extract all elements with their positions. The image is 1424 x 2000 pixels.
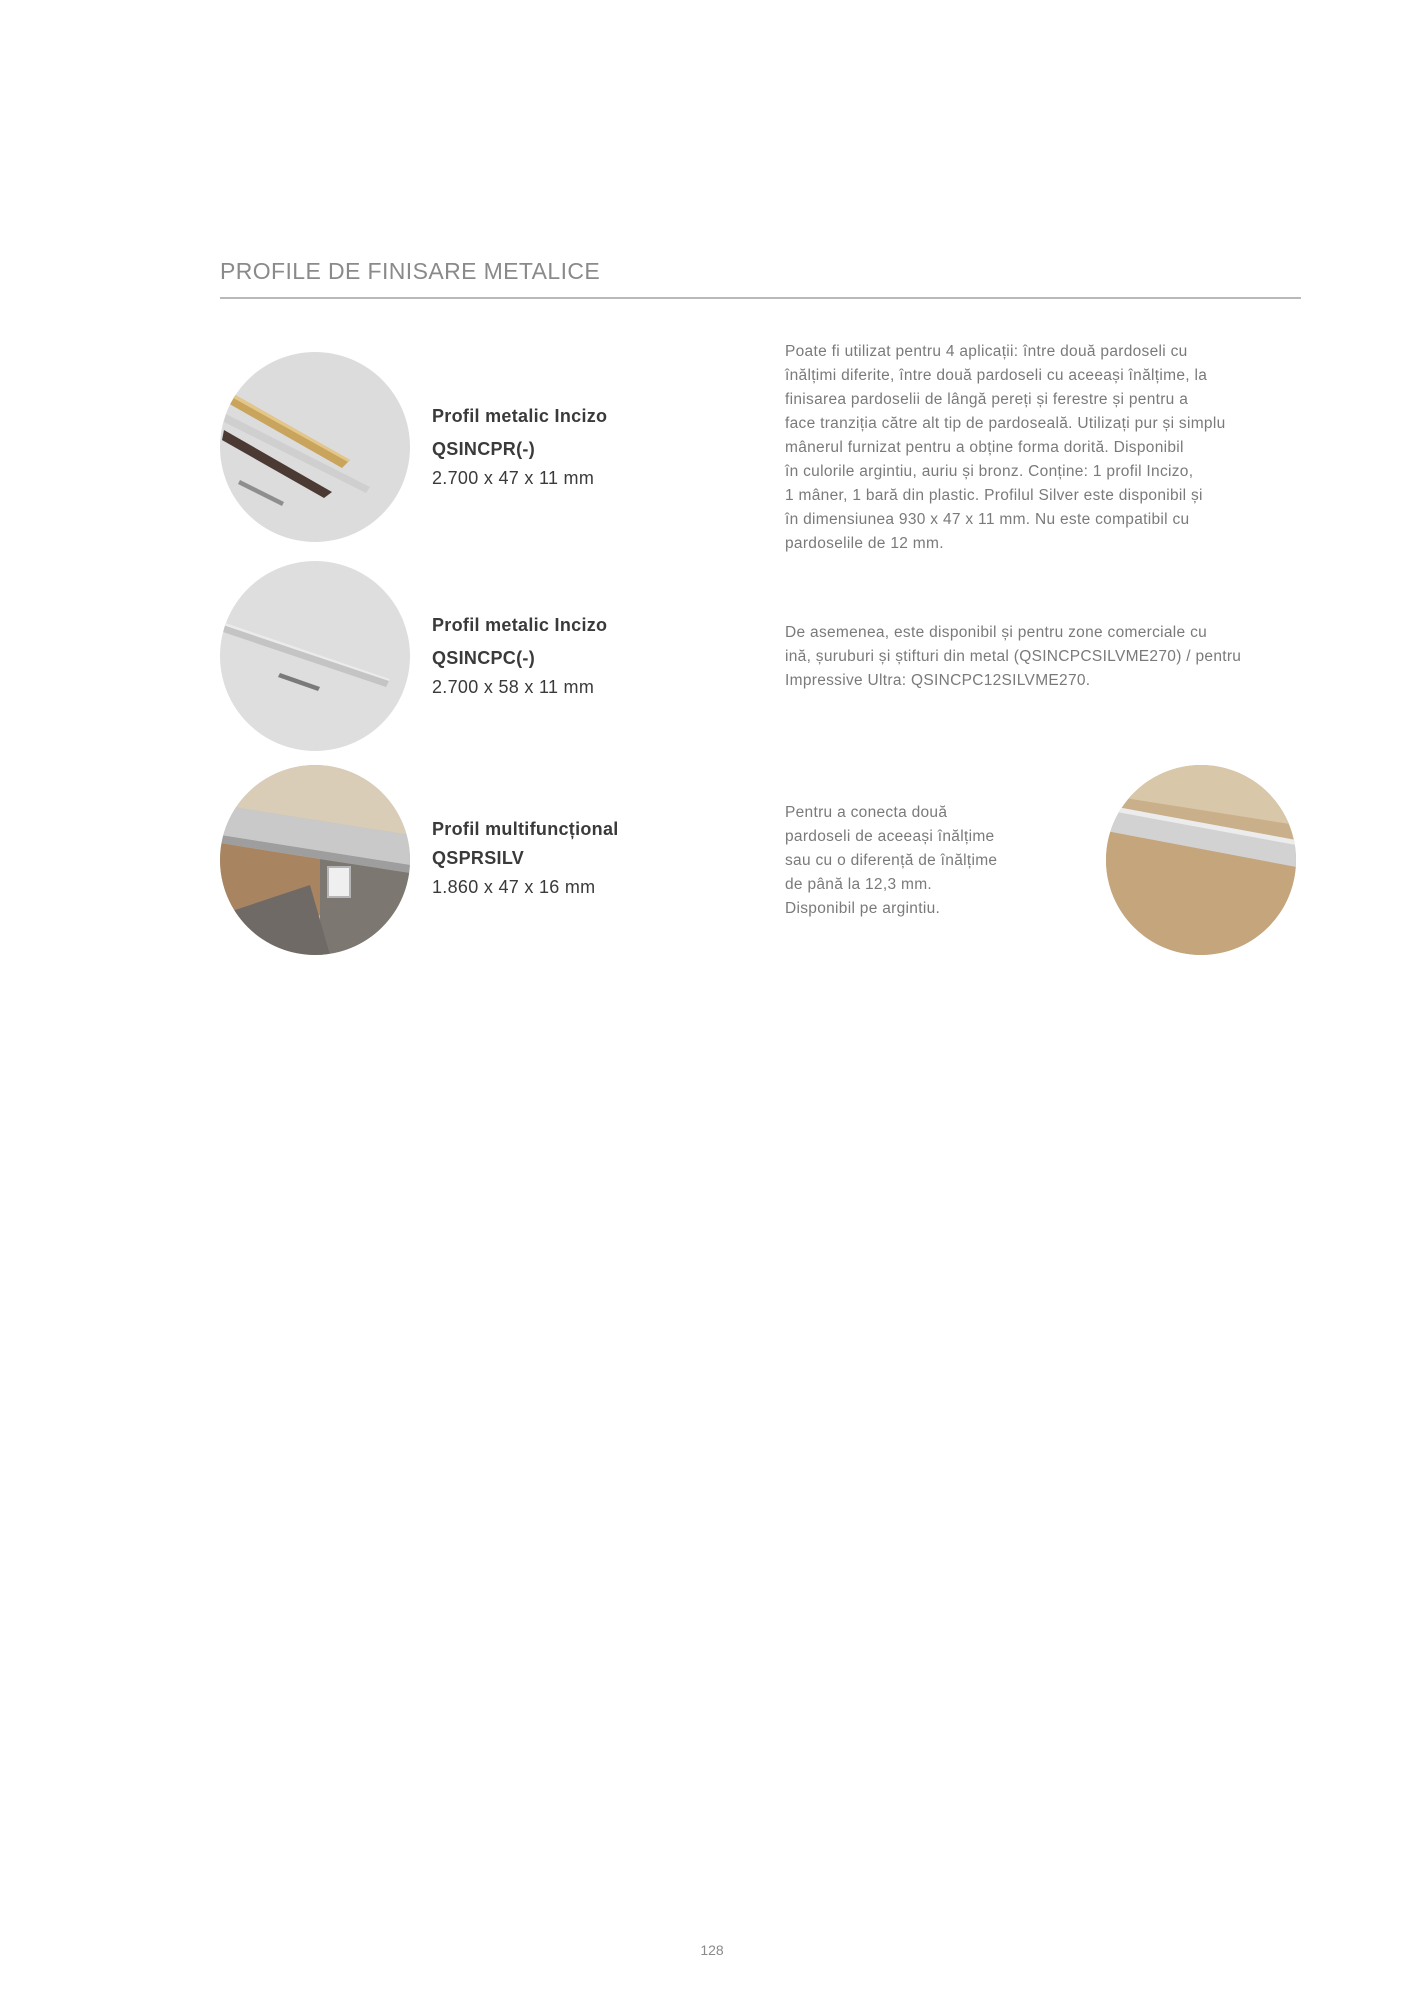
- description-line: mânerul furnizat pentru a obține forma dorită. Disponibil: [785, 439, 1184, 456]
- description-line: în dimensiunea 930 x 47 x 11 mm. Nu este compatibil cu: [785, 511, 1190, 528]
- description-line: Impressive Ultra: QSINCPC12SILVME270.: [785, 672, 1091, 689]
- product-description-qsincpr: [785, 340, 1226, 556]
- title-divider: [220, 297, 1301, 299]
- multifunctional-profile-cross-section-photo: [220, 765, 410, 955]
- description-line: ină, șuruburi și știfturi din metal (QSINCPCSILVME270) / pentru: [785, 648, 1242, 665]
- description-line: finisarea pardoselii de lângă pereți și ferestre și pentru a: [785, 391, 1189, 408]
- incizo-commercial-profile-photo: [220, 561, 410, 751]
- description-line: De asemenea, este disponibil și pentru zone comerciale cu: [785, 624, 1208, 641]
- product-info-qsincpc: [432, 611, 732, 702]
- product-info-qsincpr: [432, 402, 732, 493]
- product-code: QSPRSILV: [432, 848, 525, 868]
- product-info-qsprsilv: [432, 815, 732, 902]
- product-dimensions: 1.860 x 47 x 16 mm: [432, 877, 596, 897]
- incizo-profile-photo: [220, 352, 410, 542]
- description-line: de până la 12,3 mm.: [785, 876, 933, 893]
- description-line: înălțimi diferite, între două pardoseli cu aceeași înălțime, la: [785, 367, 1208, 384]
- product-code: QSINCPC(-): [432, 648, 535, 668]
- description-line: Disponibil pe argintiu.: [785, 900, 941, 917]
- product-description-qsincpc: [785, 621, 1241, 693]
- product-description-qsprsilv: [785, 801, 997, 921]
- description-line: 1 mâner, 1 bară din plastic. Profilul Silver este disponibil și: [785, 487, 1203, 504]
- description-line: pardoselile de 12 mm.: [785, 535, 944, 552]
- product-dimensions: 2.700 x 58 x 11 mm: [432, 677, 595, 697]
- section-title: PROFILE DE FINISARE METALICE: [220, 258, 601, 284]
- product-name: Profil multifuncțional: [432, 819, 619, 839]
- product-name: Profil metalic Incizo: [432, 406, 608, 426]
- product-name: Profil metalic Incizo: [432, 615, 608, 635]
- description-line: face tranziția către alt tip de pardoseală. Utilizați pur și simplu: [785, 415, 1226, 432]
- multifunctional-profile-installed-photo: [1106, 765, 1296, 955]
- description-line: sau cu o diferență de înălțime: [785, 852, 998, 869]
- description-line: Poate fi utilizat pentru 4 aplicații: între două pardoseli cu: [785, 343, 1188, 360]
- product-dimensions: 2.700 x 47 x 11 mm: [432, 468, 595, 488]
- description-line: pardoseli de aceeași înălțime: [785, 828, 995, 845]
- product-code: QSINCPR(-): [432, 439, 535, 459]
- page-number: 128: [700, 1942, 724, 1958]
- description-line: în culorile argintiu, auriu și bronz. Conține: 1 profil Incizo,: [785, 463, 1194, 480]
- description-line: Pentru a conecta două: [785, 804, 948, 821]
